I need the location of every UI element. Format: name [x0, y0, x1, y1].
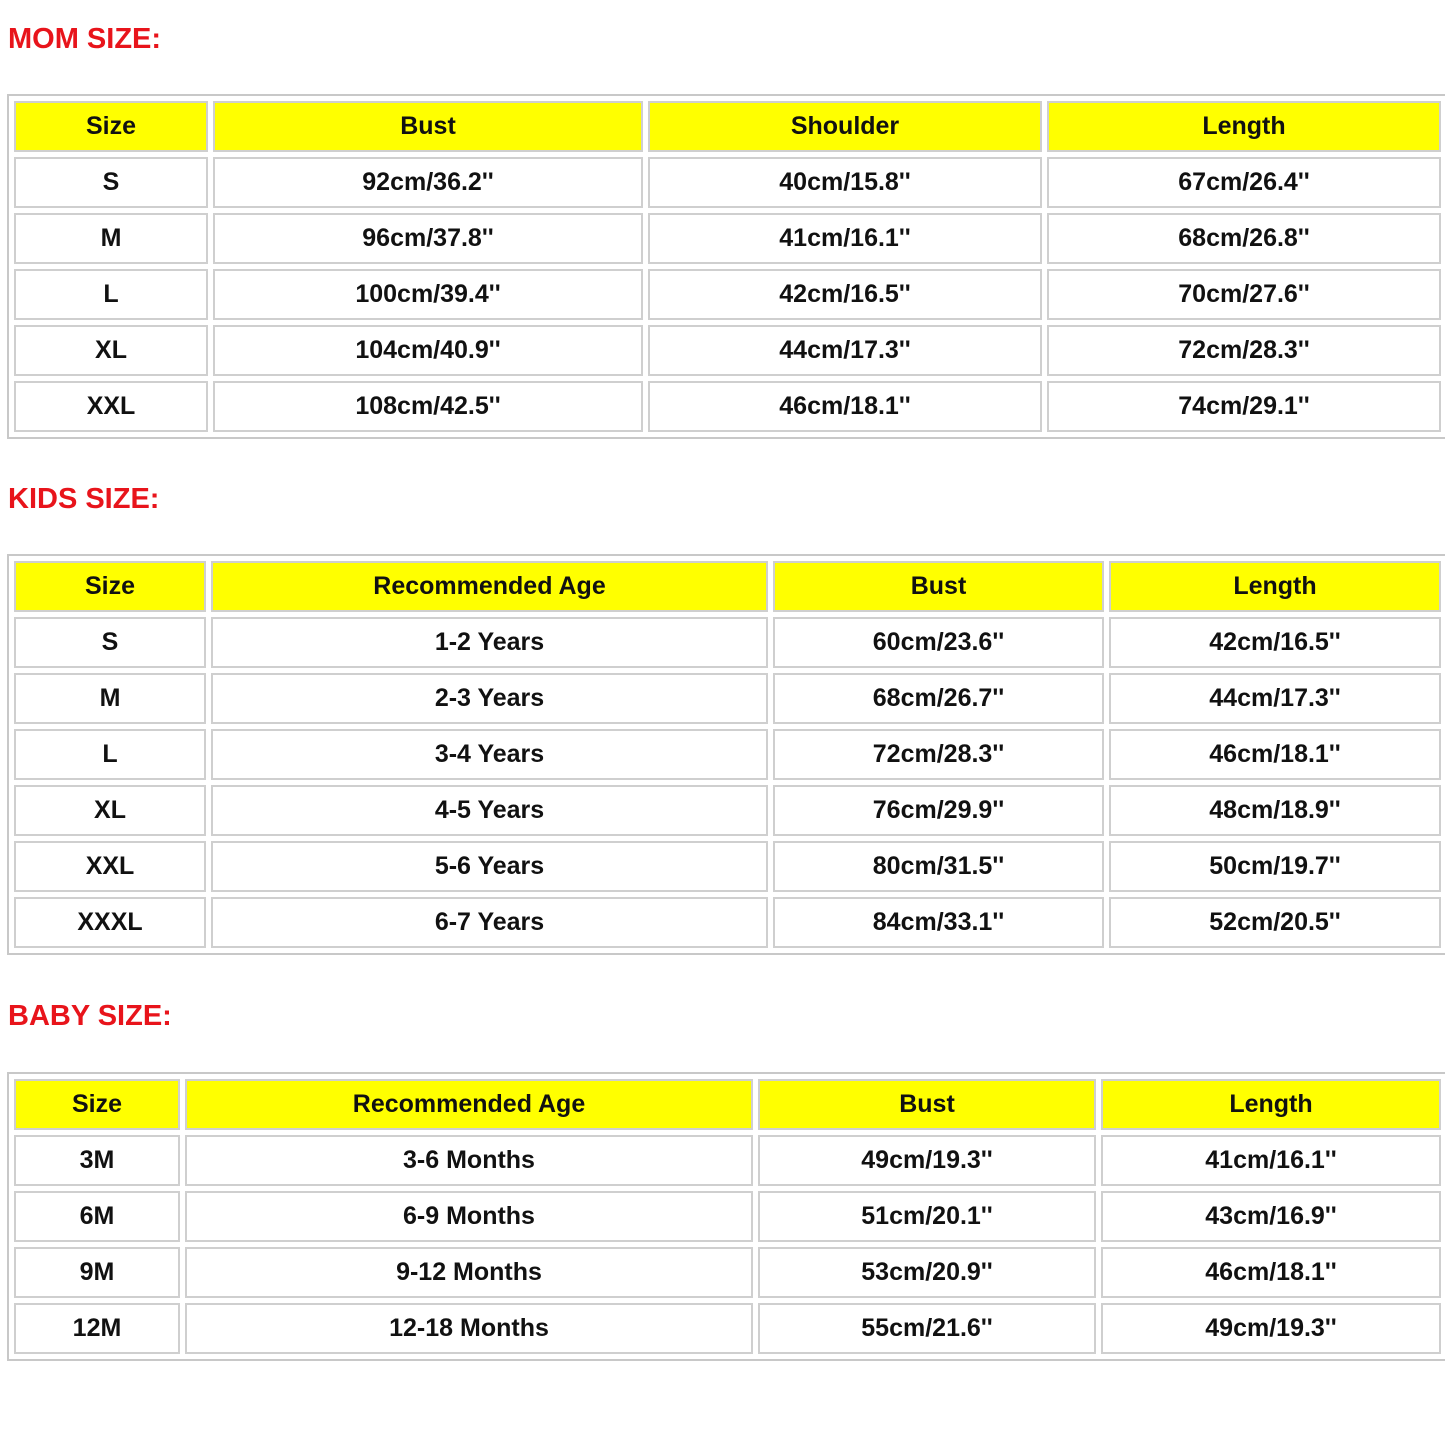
table-row: [14, 1303, 1441, 1354]
table-cell: 1-2 Years: [211, 617, 768, 668]
header-cell: Length: [1101, 1079, 1441, 1130]
table-cell: 96cm/37.8'': [213, 213, 643, 264]
table-cell: 3-4 Years: [211, 729, 768, 780]
header-cell: Size: [14, 561, 206, 612]
table-cell: L: [14, 269, 208, 320]
table-cell: 100cm/39.4'': [213, 269, 643, 320]
header-cell: Length: [1047, 101, 1441, 152]
table-row: [14, 673, 1441, 724]
table-cell: 44cm/17.3'': [648, 325, 1042, 376]
table-cell: 9M: [14, 1247, 180, 1298]
header-cell: Bust: [758, 1079, 1096, 1130]
table-cell: 46cm/18.1'': [1101, 1247, 1441, 1298]
table-cell: 5-6 Years: [211, 841, 768, 892]
table-cell: 9-12 Months: [185, 1247, 753, 1298]
table-cell: 50cm/19.7'': [1109, 841, 1441, 892]
table-cell: 76cm/29.9'': [773, 785, 1104, 836]
table-cell: 70cm/27.6'': [1047, 269, 1441, 320]
baby-size-table: [7, 1072, 1445, 1361]
header-cell: Size: [14, 1079, 180, 1130]
table-row: [14, 729, 1441, 780]
table-cell: 44cm/17.3'': [1109, 673, 1441, 724]
table-row: [14, 841, 1441, 892]
table-cell: 84cm/33.1'': [773, 897, 1104, 948]
mom-size-title: MOM SIZE:: [8, 23, 162, 55]
header-cell: Recommended Age: [211, 561, 768, 612]
table-cell: S: [14, 617, 206, 668]
table-cell: S: [14, 157, 208, 208]
table-header-row: [14, 561, 1441, 612]
table-cell: 72cm/28.3'': [773, 729, 1104, 780]
table-row: [14, 269, 1441, 320]
table-cell: 60cm/23.6'': [773, 617, 1104, 668]
table-cell: 40cm/15.8'': [648, 157, 1042, 208]
table-cell: 6-9 Months: [185, 1191, 753, 1242]
table-cell: 49cm/19.3'': [758, 1135, 1096, 1186]
table-row: [14, 1191, 1441, 1242]
table-cell: XL: [14, 325, 208, 376]
table-row: [14, 785, 1441, 836]
table-cell: 42cm/16.5'': [648, 269, 1042, 320]
kids-size-title: KIDS SIZE:: [8, 483, 160, 515]
table-cell: 80cm/31.5'': [773, 841, 1104, 892]
table-cell: XXXL: [14, 897, 206, 948]
table-cell: 4-5 Years: [211, 785, 768, 836]
table-cell: 41cm/16.1'': [1101, 1135, 1441, 1186]
table-row: [14, 325, 1441, 376]
header-cell: Recommended Age: [185, 1079, 753, 1130]
table-cell: 48cm/18.9'': [1109, 785, 1441, 836]
header-cell: Size: [14, 101, 208, 152]
table-cell: 42cm/16.5'': [1109, 617, 1441, 668]
table-cell: 72cm/28.3'': [1047, 325, 1441, 376]
header-cell: Bust: [213, 101, 643, 152]
table-header-row: [14, 1079, 1441, 1130]
table-row: [14, 157, 1441, 208]
table-cell: 46cm/18.1'': [648, 381, 1042, 432]
table-cell: M: [14, 673, 206, 724]
table-cell: 51cm/20.1'': [758, 1191, 1096, 1242]
table-cell: 43cm/16.9'': [1101, 1191, 1441, 1242]
table-cell: 3M: [14, 1135, 180, 1186]
table-row: [14, 897, 1441, 948]
table-cell: XL: [14, 785, 206, 836]
table-row: [14, 213, 1441, 264]
table-cell: 49cm/19.3'': [1101, 1303, 1441, 1354]
header-cell: Length: [1109, 561, 1441, 612]
table-cell: 67cm/26.4'': [1047, 157, 1441, 208]
header-cell: Bust: [773, 561, 1104, 612]
table-row: [14, 381, 1441, 432]
baby-size-title: BABY SIZE:: [8, 1000, 172, 1032]
kids-size-table: [7, 554, 1445, 955]
table-row: [14, 1135, 1441, 1186]
table-cell: 12-18 Months: [185, 1303, 753, 1354]
table-cell: 41cm/16.1'': [648, 213, 1042, 264]
table-row: [14, 617, 1441, 668]
table-cell: L: [14, 729, 206, 780]
table-cell: 68cm/26.8'': [1047, 213, 1441, 264]
table-cell: 52cm/20.5'': [1109, 897, 1441, 948]
table-cell: 68cm/26.7'': [773, 673, 1104, 724]
table-cell: 53cm/20.9'': [758, 1247, 1096, 1298]
table-cell: 55cm/21.6'': [758, 1303, 1096, 1354]
table-cell: 2-3 Years: [211, 673, 768, 724]
table-cell: XXL: [14, 381, 208, 432]
table-cell: 46cm/18.1'': [1109, 729, 1441, 780]
header-cell: Shoulder: [648, 101, 1042, 152]
table-cell: M: [14, 213, 208, 264]
table-cell: 108cm/42.5'': [213, 381, 643, 432]
table-cell: 6M: [14, 1191, 180, 1242]
table-cell: 12M: [14, 1303, 180, 1354]
table-cell: XXL: [14, 841, 206, 892]
table-header-row: [14, 101, 1441, 152]
table-cell: 92cm/36.2'': [213, 157, 643, 208]
table-cell: 6-7 Years: [211, 897, 768, 948]
mom-size-table: [7, 94, 1445, 439]
table-cell: 74cm/29.1'': [1047, 381, 1441, 432]
table-cell: 3-6 Months: [185, 1135, 753, 1186]
table-cell: 104cm/40.9'': [213, 325, 643, 376]
table-row: [14, 1247, 1441, 1298]
